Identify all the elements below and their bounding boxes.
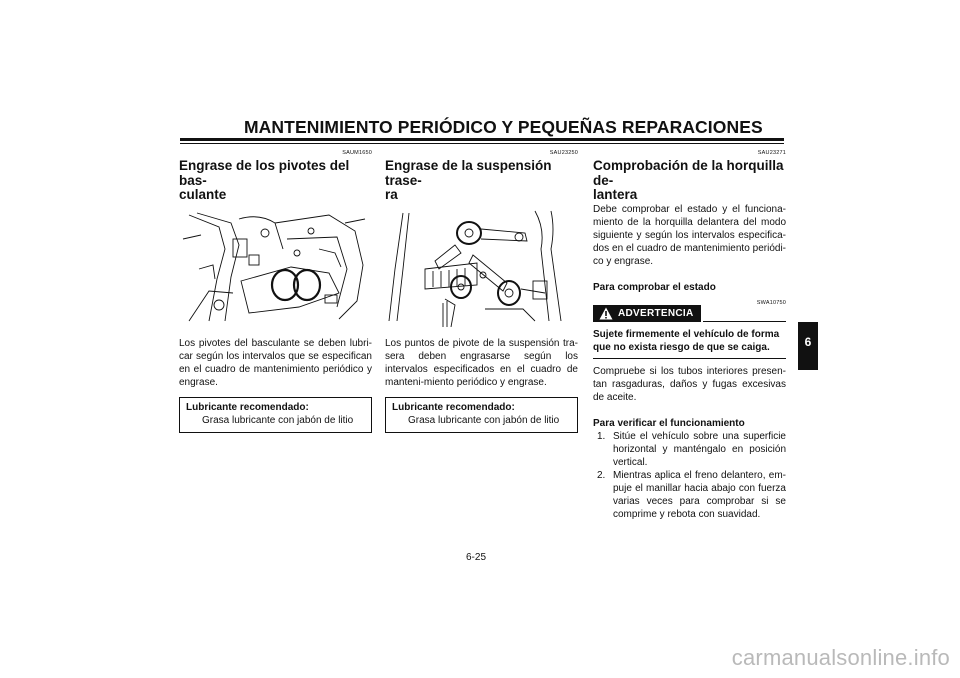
- section-code: SAU23250: [549, 150, 578, 156]
- page-number: 6-25: [466, 552, 487, 563]
- warning-label: ADVERTENCIA: [618, 307, 694, 319]
- step-text: Sitúe el vehículo sobre una superficie horizontal y manténgalo en posición vertical.: [613, 430, 786, 468]
- section-front-fork: [593, 150, 786, 521]
- lubricant-value: Grasa lubricante con jabón de litio: [408, 414, 560, 426]
- warning-text: Sujete firmemente el vehículo de forma que no exista riesgo de que se caiga.: [593, 328, 780, 353]
- list-item: [593, 430, 786, 469]
- steps-list: [593, 430, 786, 521]
- chapter-tab: [798, 322, 818, 370]
- warning-rule-bottom: [593, 358, 786, 359]
- step-text: Mientras aplica el freno delantero, em-puje el manillar hacia abajo con fuerza varias veces para comprobar si se comprime y rebota con suavidad.: [613, 469, 786, 520]
- section-body: Los pivotes del basculante se deben lubri-car según los intervalos que se especifican en el cuadro de mantenimiento periódico y engrase.: [179, 337, 372, 388]
- section-heading: Comprobación de la horquilla de- lantera: [593, 158, 784, 202]
- subheading-operation: Para verificar el funcionamiento: [593, 417, 745, 429]
- step-number: 1.: [597, 430, 606, 442]
- section-code: SAUM1650: [342, 150, 372, 156]
- section-code: SAU23271: [757, 150, 786, 156]
- section-body: Los puntos de pivote de la suspensión tra-sera deben engrasarse según los intervalos especificados en el cuadro de manteni-miento periódico y engrase.: [385, 337, 578, 388]
- header-rule-thin: [180, 143, 784, 144]
- rear-suspension-illustration: [385, 209, 578, 327]
- section-heading: Engrase de los pivotes del bas- culante: [179, 158, 350, 202]
- section-rear-suspension: [385, 150, 578, 433]
- step-number: 2.: [597, 469, 606, 481]
- header-rule: [180, 138, 784, 141]
- warning-code: SWA10750: [756, 299, 786, 306]
- watermark: carmanualsonline.info: [731, 645, 950, 670]
- page-title: MANTENIMIENTO PERIÓDICO Y PEQUEÑAS REPARACIONES: [244, 117, 763, 137]
- check-text: Compruebe si los tubos interiores presen-tan rasgaduras, daños y fugas excesivas de aceite.: [593, 365, 786, 403]
- list-item: [593, 469, 786, 521]
- lubricant-title: Lubricante recomendado:: [186, 401, 309, 413]
- swingarm-illustration: [179, 209, 372, 327]
- warning-badge: [593, 305, 701, 322]
- section-heading: Engrase de la suspensión trase- ra: [385, 158, 552, 202]
- warning-rule: [703, 321, 786, 322]
- chapter-number: 6: [804, 335, 812, 349]
- subheading-condition: Para comprobar el estado: [593, 281, 716, 293]
- lubricant-title: Lubricante recomendado:: [392, 401, 515, 413]
- lubricant-box: [179, 397, 372, 433]
- lubricant-value: Grasa lubricante con jabón de litio: [202, 414, 354, 426]
- warning-header: [593, 300, 786, 328]
- section-swingarm: [179, 150, 372, 433]
- warning-icon: [599, 307, 613, 320]
- section-intro: Debe comprobar el estado y el funciona-miento de la horquilla delantera del modo siguiente y según los intervalos especifica-dos en el cuadro de mantenimiento periódi-co y engrase.: [593, 203, 786, 267]
- lubricant-box: [385, 397, 578, 433]
